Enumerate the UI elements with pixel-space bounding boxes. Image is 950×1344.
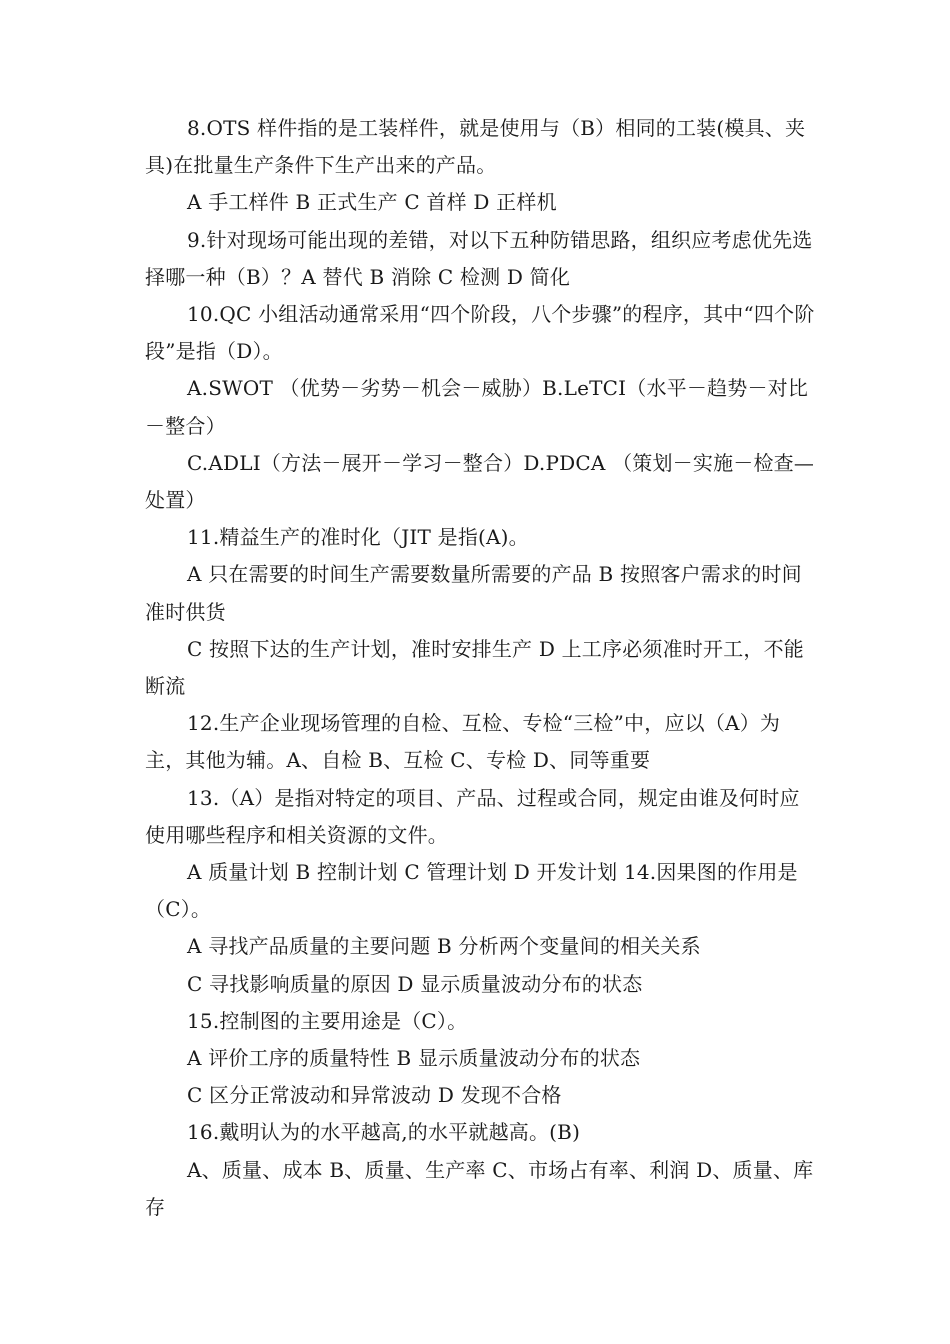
options-14-ab: A 寻找产品质量的主要问题 B 分析两个变量间的相关关系 <box>187 934 701 959</box>
document-body <box>145 110 815 1226</box>
question-10: 10.QC 小组活动通常采用“四个阶段，八个步骤”的程序，其中“四个阶段”是指（D）。 <box>145 302 815 364</box>
options-10-ab: A.SWOT （优势－劣势－机会－威胁）B.LeTCI（水平－趋势－对比－整合） <box>145 376 809 438</box>
question-15: 15.控制图的主要用途是（C）。 <box>187 1008 468 1033</box>
options-15-ab: A 评价工序的质量特性 B 显示质量波动分布的状态 <box>187 1046 641 1071</box>
options-13-question-14: A 质量计划 B 控制计划 C 管理计划 D 开发计划 14.因果图的作用是（C）。 <box>145 860 798 922</box>
question-11: 11.精益生产的准时化（JIT 是指(A)。 <box>187 525 529 550</box>
question-16: 16.戴明认为的水平越高,的水平就越高。(B) <box>187 1120 581 1145</box>
question-8: 8.OTS 样件指的是工装样件，就是使用与（B）相同的工装(模具、夹具)在批量生产条件下生产出来的产品。 <box>145 116 806 178</box>
question-13: 13.（A）是指对特定的项目、产品、过程或合同，规定由谁及何时应使用哪些程序和相关资源的文件。 <box>145 785 800 847</box>
options-10-cd: C.ADLI（方法－展开－学习－整合）D.PDCA （策划－实施－检查—处置） <box>145 450 815 513</box>
options-14-cd: C 寻找影响质量的原因 D 显示质量波动分布的状态 <box>187 971 643 996</box>
options-11-ab: A 只在需要的时间生产需要数量所需要的产品 B 按照客户需求的时间准时供货 <box>145 562 802 624</box>
options-16: A、质量、成本 B、质量、生产率 C、市场占有率、利润 D、质量、库存 <box>145 1157 814 1219</box>
question-12: 12.生产企业现场管理的自检、互检、专检“三检”中，应以（A）为主，其他为辅。A、自检 B、互检 C、专检 D、同等重要 <box>145 711 781 773</box>
options-11-cd: C 按照下达的生产计划，准时安排生产 D 上工序必须准时开工，不能断流 <box>145 636 805 699</box>
options-15-cd: C 区分正常波动和异常波动 D 发现不合格 <box>187 1083 562 1108</box>
question-9: 9.针对现场可能出现的差错，对以下五种防错思路，组织应考虑优先选择哪一种（B）？A 替代 B 消除 C 检测 D 简化 <box>145 227 813 289</box>
options-8: A 手工样件 B 正式生产 C 首样 D 正样机 <box>187 190 557 215</box>
